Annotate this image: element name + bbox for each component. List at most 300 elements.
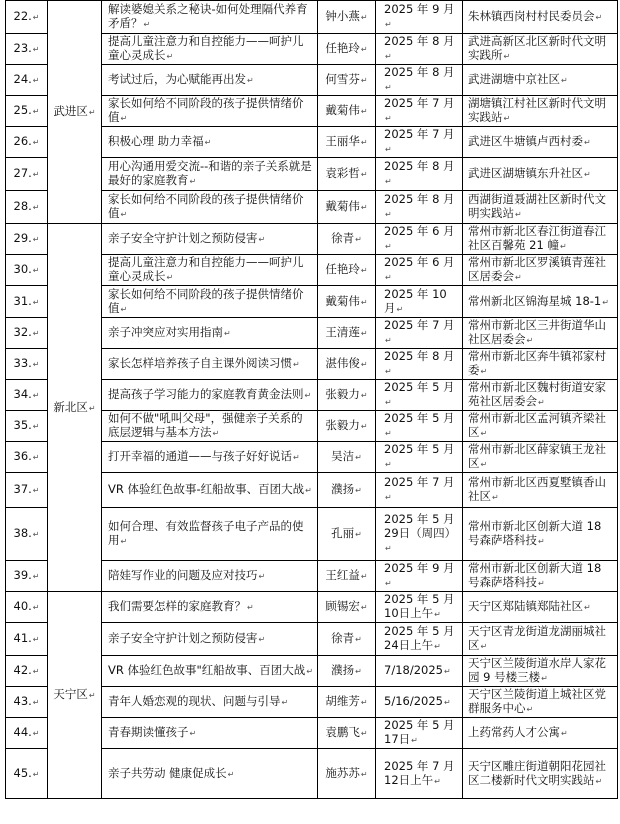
date-cell — [376, 65, 463, 96]
place-cell — [463, 508, 618, 561]
paragraph-mark: ↵ — [32, 107, 40, 116]
date-cell — [376, 318, 463, 349]
topic-cell-text: 青春期读懂孩子 — [108, 725, 189, 739]
row-number — [6, 718, 48, 749]
topic-cell — [102, 561, 318, 592]
topic-cell — [102, 255, 318, 286]
place-cell — [463, 561, 618, 592]
topic-cell-text: 家长怎样培养孩子自主课外阅读习惯 — [108, 356, 292, 370]
paragraph-mark: ↵ — [32, 329, 40, 338]
paragraph-mark: ↵ — [538, 398, 545, 407]
topic-cell-text: 考试过后，为心赋能再出发 — [108, 72, 246, 86]
district-cell-text: 天宁区 — [53, 687, 88, 701]
date-cell-text: 2025 年 5 月 — [384, 380, 455, 394]
date-cell — [376, 191, 463, 224]
row-number-text: 42. — [13, 663, 32, 677]
place-cell — [463, 65, 618, 96]
paragraph-mark: ↵ — [88, 108, 96, 117]
speaker-cell-text: 徐青 — [331, 231, 355, 245]
speaker-cell — [318, 65, 376, 96]
paragraph-mark: ↵ — [360, 360, 368, 369]
row-number — [6, 191, 48, 224]
paragraph-mark: ↵ — [306, 667, 314, 676]
speaker-cell-text: 孔丽 — [331, 526, 355, 540]
date-cell-text: 2025 年 5 月 17日 — [384, 718, 455, 746]
place-cell — [463, 656, 618, 687]
place-cell — [463, 687, 618, 718]
speaker-cell — [318, 34, 376, 65]
paragraph-mark: ↵ — [541, 674, 548, 683]
speaker-cell — [318, 96, 376, 127]
topic-cell — [102, 623, 318, 656]
district-cell-text: 新北区 — [53, 399, 88, 414]
date-cell — [376, 656, 463, 687]
date-cell — [376, 473, 463, 508]
paragraph-mark: ↵ — [166, 52, 174, 61]
row-number — [6, 65, 48, 96]
paragraph-mark: ↵ — [120, 114, 128, 123]
paragraph-mark: ↵ — [360, 297, 368, 307]
speaker-cell-text: 袁彩哲 — [325, 166, 360, 180]
paragraph-mark: ↵ — [360, 107, 368, 116]
date-cell-text: 2025 年 7 月 — [384, 127, 455, 141]
row-number — [6, 749, 48, 799]
paragraph-mark: ↵ — [434, 610, 441, 619]
topic-cell — [102, 687, 318, 718]
paragraph-mark: ↵ — [88, 403, 96, 413]
paragraph-mark: ↵ — [355, 486, 362, 495]
place-cell-text: 常州市新北区春江街道春江社区百馨苑 21 幢 — [468, 224, 606, 252]
paragraph-mark: ↵ — [480, 460, 488, 469]
topic-cell — [102, 749, 318, 799]
date-cell — [376, 623, 463, 656]
speaker-cell — [318, 592, 376, 623]
speaker-cell — [318, 508, 376, 561]
paragraph-mark: ↵ — [360, 203, 368, 212]
paragraph-mark: ↵ — [32, 572, 40, 581]
date-cell — [376, 718, 463, 749]
place-cell-text: 武进区牛塘镇卢西村委 — [468, 134, 583, 148]
date-cell — [376, 687, 463, 718]
paragraph-mark: ↵ — [595, 13, 603, 22]
row-number — [6, 380, 48, 411]
row-number-text: 30. — [13, 262, 32, 276]
topic-cell — [102, 96, 318, 127]
paragraph-mark: ↵ — [515, 210, 522, 219]
paragraph-mark: ↵ — [120, 537, 128, 546]
paragraph-mark: ↵ — [480, 642, 488, 651]
table-row — [6, 1, 618, 34]
speaker-cell — [318, 255, 376, 286]
topic-cell — [102, 127, 318, 158]
topic-cell — [102, 349, 318, 380]
row-number-text: 43. — [13, 694, 32, 708]
row-number — [6, 656, 48, 687]
paragraph-mark: ↵ — [443, 698, 451, 707]
paragraph-mark: ↵ — [385, 460, 392, 469]
row-number-text: 34. — [13, 387, 32, 401]
paragraph-mark: ↵ — [355, 667, 362, 676]
speaker-cell — [318, 1, 376, 34]
date-cell — [376, 508, 463, 561]
speaker-cell — [318, 623, 376, 656]
speaker-cell-text: 张毅力 — [325, 387, 360, 401]
place-cell — [463, 286, 618, 318]
paragraph-mark: ↵ — [32, 297, 40, 307]
paragraph-mark: ↵ — [385, 273, 392, 282]
date-cell-text: 2025 年 8 月 — [384, 65, 455, 79]
paragraph-mark: ↵ — [143, 20, 151, 29]
speaker-cell-text: 袁鹏飞 — [325, 725, 360, 739]
paragraph-mark: ↵ — [293, 453, 300, 462]
topic-cell-text: 家长如何给不同阶段的孩子提供情绪价值 — [108, 96, 304, 124]
paragraph-mark: ↵ — [515, 273, 522, 282]
row-number-text: 33. — [13, 356, 32, 370]
paragraph-mark: ↵ — [360, 13, 368, 22]
speaker-cell-text: 王清莲 — [325, 325, 360, 339]
speaker-cell — [318, 561, 376, 592]
speaker-cell-text: 濮扬 — [331, 482, 355, 496]
place-cell — [463, 96, 618, 127]
paragraph-mark: ↵ — [360, 170, 368, 179]
date-cell-text: 2025 年 9 月 — [384, 561, 455, 575]
paragraph-mark: ↵ — [385, 242, 392, 251]
paragraph-mark: ↵ — [385, 20, 392, 29]
paragraph-mark: ↵ — [559, 242, 567, 251]
place-cell-text: 常州市新北区罗溪镇青莲社区居委会 — [468, 255, 606, 283]
district-cell-text: 武进区 — [53, 104, 88, 118]
date-cell — [376, 749, 463, 799]
speaker-cell — [318, 349, 376, 380]
schedule-table — [5, 0, 618, 799]
date-cell-text: 7/18/2025 — [384, 663, 443, 677]
paragraph-mark: ↵ — [360, 138, 368, 147]
paragraph-mark: ↵ — [258, 235, 266, 244]
place-cell-text: 天宁区青龙街道龙湖丽城社区 — [468, 624, 606, 652]
speaker-cell — [318, 442, 376, 473]
place-cell — [463, 380, 618, 411]
place-cell-text: 常州市新北区孟河镇齐梁社区 — [468, 411, 606, 439]
paragraph-mark: ↵ — [385, 83, 392, 92]
place-cell-text: 天宁区雕庄街道朝阳花园社区二楼新时代文明实践站 — [468, 758, 606, 787]
date-cell — [376, 411, 463, 442]
speaker-cell-text: 徐青 — [331, 631, 355, 645]
row-number — [6, 1, 48, 34]
place-cell-text: 常州市新北区创新大道 18 号森萨塔科技 — [468, 519, 602, 547]
paragraph-mark: ↵ — [189, 729, 197, 738]
row-number-text: 36. — [13, 449, 32, 463]
topic-cell-text: 陪娃写作业的问题及应对技巧 — [108, 568, 258, 582]
row-number — [6, 508, 48, 561]
date-cell — [376, 127, 463, 158]
date-cell — [376, 255, 463, 286]
topic-cell — [102, 286, 318, 318]
place-cell — [463, 623, 618, 656]
paragraph-mark: ↵ — [32, 635, 40, 644]
paragraph-mark: ↵ — [385, 52, 392, 61]
topic-cell — [102, 718, 318, 749]
place-cell-text: 武进湖塘中京社区 — [468, 72, 560, 86]
place-cell-text: 常州市新北区薛家镇王龙社区 — [468, 442, 606, 470]
row-number — [6, 349, 48, 380]
row-number — [6, 286, 48, 318]
paragraph-mark: ↵ — [120, 304, 128, 314]
place-cell — [463, 255, 618, 286]
date-cell-text: 2025 年 8 月 — [384, 192, 455, 206]
paragraph-mark: ↵ — [360, 391, 368, 400]
date-cell-text: 2025 年 5 月 24日上午 — [384, 624, 455, 652]
row-number-text: 27. — [13, 166, 32, 180]
speaker-cell-text: 钟小燕 — [325, 9, 360, 23]
place-cell — [463, 191, 618, 224]
paragraph-mark: ↵ — [360, 698, 368, 707]
paragraph-mark: ↵ — [32, 45, 40, 54]
topic-cell — [102, 65, 318, 96]
row-number-text: 22. — [13, 9, 32, 23]
paragraph-mark: ↵ — [385, 367, 392, 376]
paragraph-mark: ↵ — [204, 138, 212, 147]
paragraph-mark: ↵ — [360, 729, 368, 738]
topic-cell-text: 解读婆媳关系之秘诀-如何处理隔代养育矛盾？ — [108, 2, 308, 30]
row-number — [6, 592, 48, 623]
place-cell — [463, 1, 618, 34]
topic-cell-text: VR 体验红色故事-红船故事、百团大战 — [108, 482, 305, 496]
speaker-cell — [318, 473, 376, 508]
date-cell-text: 2025 年 8 月 — [384, 34, 455, 48]
place-cell-text: 常州新北区锦海星城 18-1 — [468, 293, 602, 308]
speaker-cell-text: 湛伟俊 — [325, 356, 360, 370]
paragraph-mark: ↵ — [385, 544, 392, 553]
paragraph-mark: ↵ — [32, 13, 40, 22]
paragraph-mark: ↵ — [293, 360, 300, 369]
district-cell — [48, 1, 102, 224]
row-number — [6, 255, 48, 286]
paragraph-mark: ↵ — [385, 177, 392, 186]
paragraph-mark: ↵ — [32, 486, 40, 495]
paragraph-mark: ↵ — [503, 52, 511, 61]
topic-cell-text: 亲子共劳动 健康促成长 — [108, 765, 227, 780]
paragraph-mark: ↵ — [396, 304, 404, 314]
topic-cell-text: 家长如何给不同阶段的孩子提供情绪价值 — [108, 286, 304, 315]
paragraph-mark: ↵ — [32, 667, 40, 676]
date-cell — [376, 380, 463, 411]
table-row — [6, 224, 618, 255]
paragraph-mark: ↵ — [32, 698, 40, 707]
paragraph-mark: ↵ — [88, 691, 96, 700]
paragraph-mark: ↵ — [385, 429, 392, 438]
paragraph-mark: ↵ — [189, 177, 197, 186]
topic-cell — [102, 158, 318, 191]
paragraph-mark: ↵ — [355, 635, 362, 644]
topic-cell-text: VR 体验红色故事"红船故事、百团大战 — [108, 663, 306, 677]
paragraph-mark: ↵ — [281, 698, 289, 707]
paragraph-mark: ↵ — [584, 603, 591, 612]
paragraph-mark: ↵ — [32, 138, 40, 147]
speaker-cell — [318, 224, 376, 255]
date-cell — [376, 442, 463, 473]
date-cell — [376, 286, 463, 318]
paragraph-mark: ↵ — [385, 336, 392, 345]
speaker-cell — [318, 158, 376, 191]
row-number-text: 40. — [13, 599, 32, 613]
paragraph-mark: ↵ — [32, 729, 40, 738]
speaker-cell-text: 施苏苏 — [325, 765, 360, 780]
paragraph-mark: ↵ — [584, 170, 591, 179]
topic-cell — [102, 318, 318, 349]
paragraph-mark: ↵ — [258, 572, 266, 581]
place-cell — [463, 411, 618, 442]
place-cell — [463, 158, 618, 191]
paragraph-mark: ↵ — [480, 367, 488, 376]
row-number-text: 37. — [13, 482, 32, 496]
place-cell-text: 天宁区兰陵街道水岸人家花园 9 号楼三楼 — [468, 656, 606, 684]
date-cell — [376, 592, 463, 623]
paragraph-mark: ↵ — [32, 235, 40, 244]
row-number-text: 44. — [13, 725, 32, 739]
place-cell-text: 常州市新北区魏村街道安家苑社区居委会 — [468, 380, 606, 408]
topic-cell-text: 亲子安全守护计划之预防侵害 — [108, 231, 258, 245]
paragraph-mark: ↵ — [32, 422, 40, 431]
speaker-cell-text: 任艳玲 — [325, 262, 360, 276]
paragraph-mark: ↵ — [32, 769, 40, 779]
row-number — [6, 561, 48, 592]
date-cell — [376, 158, 463, 191]
row-number-text: 25. — [13, 103, 32, 117]
date-cell-text: 2025 年 5 月 29日（周四） — [384, 512, 457, 540]
paragraph-mark: ↵ — [166, 273, 174, 282]
place-cell — [463, 442, 618, 473]
row-number-text: 45. — [13, 765, 32, 780]
date-cell-text: 2025 年 6 月 — [384, 224, 455, 238]
speaker-cell-text: 戴菊伟 — [325, 103, 360, 117]
row-number-text: 35. — [13, 418, 32, 432]
paragraph-mark: ↵ — [32, 170, 40, 179]
paragraph-mark: ↵ — [360, 572, 368, 581]
place-cell-text: 武进区湖塘镇东升社区 — [468, 166, 583, 180]
date-cell — [376, 96, 463, 127]
paragraph-mark: ↵ — [602, 297, 609, 307]
date-cell-text: 2025 年 6 月 — [384, 255, 455, 269]
topic-cell-text: 提高儿童注意力和自控能力——呵护儿童心灵成长 — [108, 34, 304, 62]
paragraph-mark: ↵ — [32, 266, 40, 275]
place-cell — [463, 318, 618, 349]
row-number — [6, 411, 48, 442]
speaker-cell — [318, 687, 376, 718]
topic-cell — [102, 442, 318, 473]
date-cell-text: 2025 年 7 月 — [384, 318, 455, 332]
row-number — [6, 623, 48, 656]
speaker-cell-text: 王丽华 — [325, 134, 360, 148]
paragraph-mark: ↵ — [360, 76, 368, 85]
row-number-text: 39. — [13, 568, 32, 582]
place-cell-text: 常州市新北区三井街道华山社区居委会 — [468, 318, 606, 346]
paragraph-mark: ↵ — [385, 579, 392, 588]
paragraph-mark: ↵ — [120, 210, 128, 219]
place-cell — [463, 34, 618, 65]
speaker-cell-text: 濮扬 — [331, 663, 355, 677]
paragraph-mark: ↵ — [32, 391, 40, 400]
row-number-text: 32. — [13, 325, 32, 339]
date-cell-text: 2025 年 7 月 12日上午 — [384, 758, 455, 787]
paragraph-mark: ↵ — [224, 329, 231, 338]
row-number — [6, 34, 48, 65]
date-cell — [376, 34, 463, 65]
date-cell-text: 2025 年 5 月 — [384, 442, 455, 456]
place-cell-text: 朱林镇西岗村村民委员会 — [468, 9, 595, 23]
paragraph-mark: ↵ — [32, 603, 40, 612]
place-cell — [463, 127, 618, 158]
speaker-cell-text: 任艳玲 — [325, 41, 360, 55]
paragraph-mark: ↵ — [360, 329, 368, 338]
speaker-cell — [318, 411, 376, 442]
place-cell-text: 常州市新北区奔牛镇祁家村委 — [468, 349, 606, 377]
topic-cell-text: 亲子冲突应对实用指南 — [108, 325, 223, 339]
paragraph-mark: ↵ — [411, 736, 418, 745]
date-cell — [376, 224, 463, 255]
paragraph-mark: ↵ — [355, 453, 362, 462]
row-number-text: 24. — [13, 72, 32, 86]
speaker-cell-text: 吴洁 — [331, 449, 355, 463]
paragraph-mark: ↵ — [538, 579, 545, 588]
paragraph-mark: ↵ — [32, 360, 40, 369]
row-number-text: 41. — [13, 631, 32, 645]
paragraph-mark: ↵ — [247, 603, 254, 612]
paragraph-mark: ↵ — [480, 429, 488, 438]
paragraph-mark: ↵ — [360, 603, 368, 612]
place-cell-text: 常州市新北区创新大道 18 号森萨塔科技 — [468, 561, 602, 589]
topic-cell-text: 如何合理、有效监督孩子电子产品的使用 — [108, 519, 304, 547]
speaker-cell — [318, 286, 376, 318]
topic-cell — [102, 592, 318, 623]
paragraph-mark: ↵ — [32, 76, 40, 85]
paragraph-mark: ↵ — [360, 266, 368, 275]
date-cell — [376, 1, 463, 34]
date-cell — [376, 349, 463, 380]
topic-cell — [102, 656, 318, 687]
speaker-cell — [318, 127, 376, 158]
paragraph-mark: ↵ — [355, 235, 362, 244]
speaker-cell — [318, 718, 376, 749]
place-cell — [463, 592, 618, 623]
topic-cell-text: 打开幸福的通道——与孩子好好说话 — [108, 449, 292, 463]
speaker-cell-text: 何雪芬 — [325, 72, 360, 86]
place-cell — [463, 473, 618, 508]
row-number-text: 23. — [13, 41, 32, 55]
topic-cell — [102, 508, 318, 561]
paragraph-mark: ↵ — [443, 667, 451, 676]
speaker-cell-text: 顾锡宏 — [325, 599, 360, 613]
date-cell-text: 2025 年 5 月 — [384, 411, 455, 425]
date-cell-text: 5/16/2025 — [384, 694, 443, 708]
speaker-cell — [318, 318, 376, 349]
row-number — [6, 224, 48, 255]
row-number-text: 31. — [13, 293, 32, 308]
topic-cell — [102, 191, 318, 224]
topic-cell-text: 积极心理 助力幸福 — [108, 134, 204, 148]
paragraph-mark: ↵ — [355, 530, 362, 539]
row-number-text: 38. — [13, 526, 32, 540]
row-number — [6, 127, 48, 158]
date-cell-text: 2025 年 10 月 — [384, 286, 447, 315]
paragraph-mark: ↵ — [526, 705, 534, 714]
topic-cell-text: 我们需要怎样的家庭教育？ — [108, 599, 246, 613]
place-cell — [463, 718, 618, 749]
row-number — [6, 442, 48, 473]
paragraph-mark: ↵ — [32, 453, 40, 462]
paragraph-mark: ↵ — [227, 769, 235, 779]
paragraph-mark: ↵ — [385, 114, 392, 123]
row-number — [6, 473, 48, 508]
